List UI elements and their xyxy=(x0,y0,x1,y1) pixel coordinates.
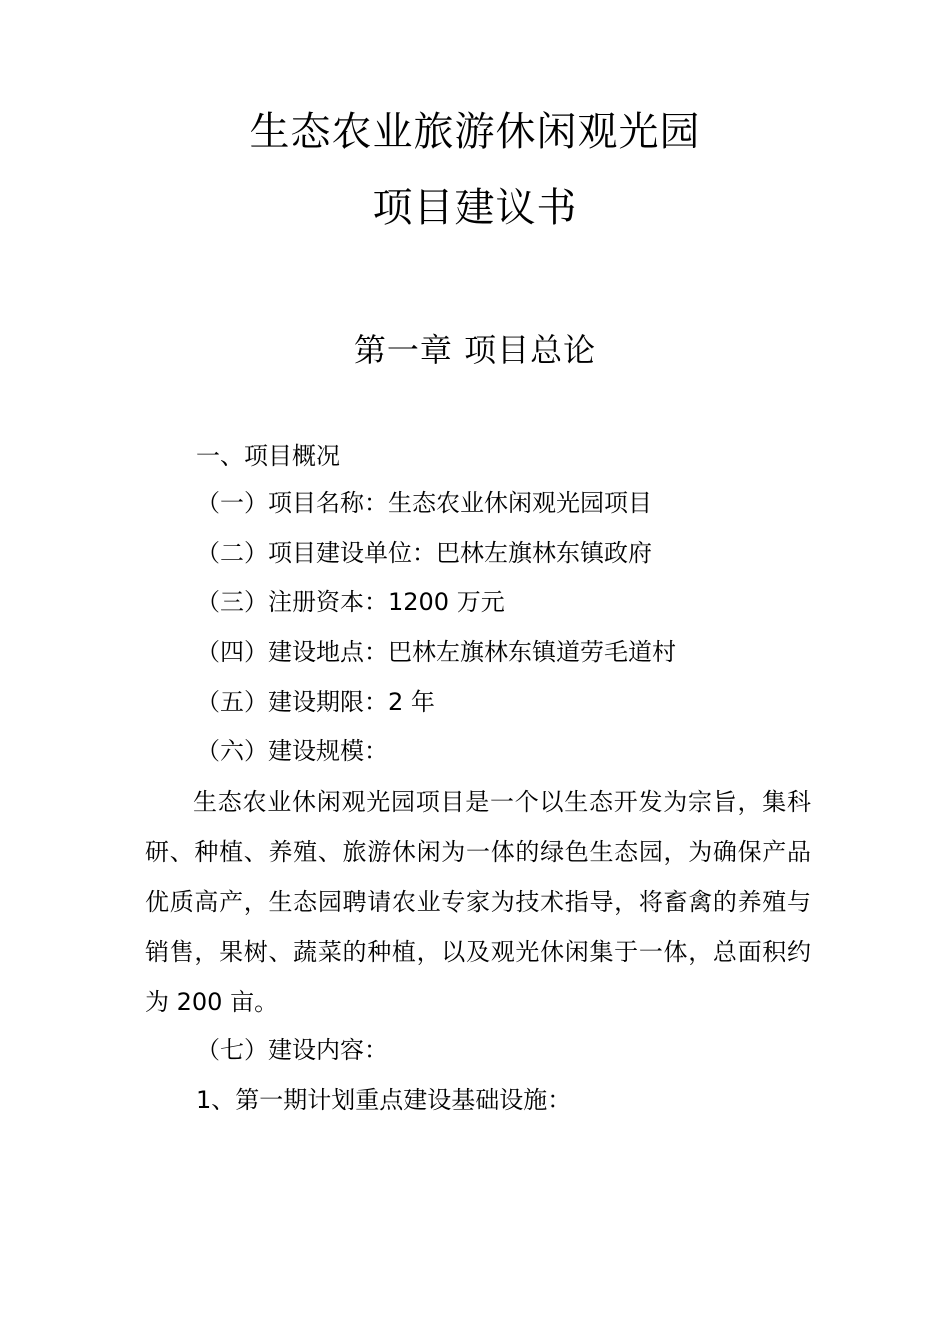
item-construction-content: （七）建设内容： xyxy=(196,1036,388,1064)
item-project-name: （一）项目名称：生态农业休闲观光园项目 xyxy=(196,489,652,517)
item-construction-period: （五）建设期限：2 年 xyxy=(196,688,435,716)
item-registered-capital: （三）注册资本：1200 万元 xyxy=(196,588,505,616)
section-heading-project-overview: 一、项目概况 xyxy=(196,442,340,470)
item-construction-scale: （六）建设规模： xyxy=(196,737,388,765)
document-title-line-1: 生态农业旅游休闲观光园 xyxy=(249,109,701,155)
document-title-line-2: 项目建议书 xyxy=(372,185,578,231)
item-construction-site: （四）建设地点：巴林左旗林东镇道劳毛道村 xyxy=(196,638,676,666)
item-construction-unit: （二）项目建设单位：巴林左旗林东镇政府 xyxy=(196,539,652,567)
scale-description-paragraph: 生态农业休闲观光园项目是一个以生态开发为宗旨，集科研、种植、养殖、旅游休闲为一体的绿色生态园，为确保产品优质高产，生态园聘请农业专家为技术指导，将畜禽的养殖与销售，果树、蔬菜的种植，以及观光休闲集于一体，总面积约为 200 亩。 xyxy=(145,788,811,1016)
sub-item-phase-one: 1、第一期计划重点建设基础设施： xyxy=(196,1086,572,1114)
chapter-heading: 第一章 项目总论 xyxy=(353,331,597,369)
